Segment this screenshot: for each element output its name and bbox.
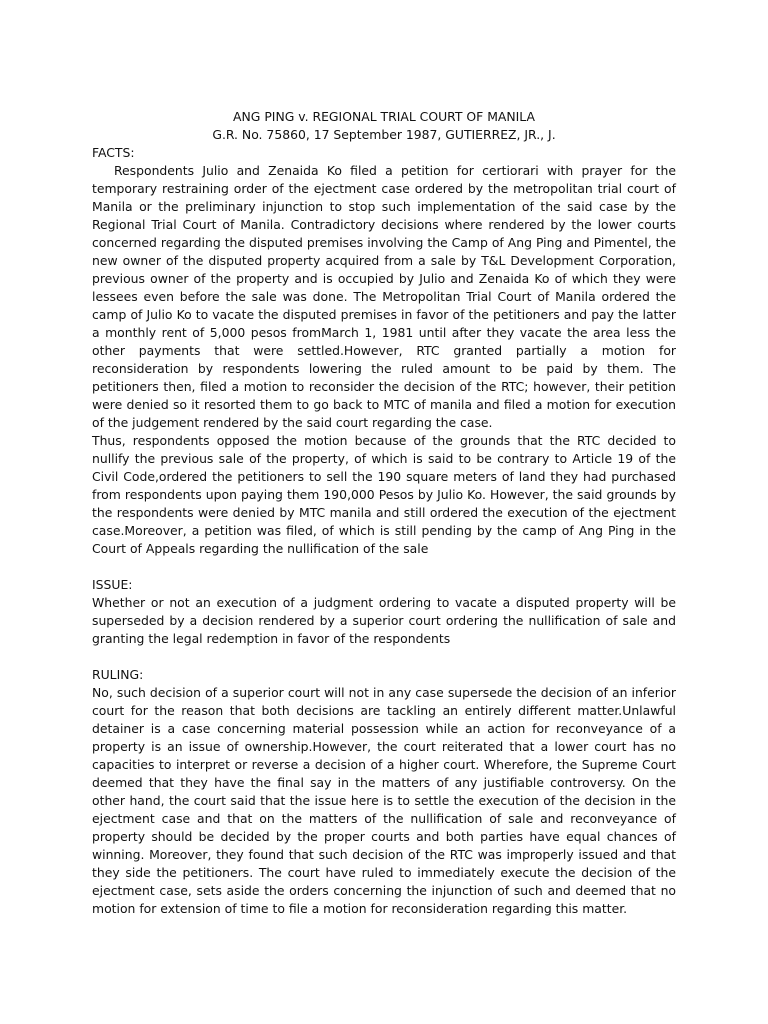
issue-heading: ISSUE: [92,577,133,592]
issue-paragraph: Whether or not an execution of a judgment ordering to vacate a disputed property will be superseded by a decision rendered by a superior court ordering the nullification of sale and granting the legal redemption in favor of the respondents [92,595,676,646]
facts-heading: FACTS: [92,145,135,160]
section-spacer [92,648,676,666]
ruling-heading: RULING: [92,667,144,682]
document-page [92,108,676,918]
ruling-paragraph: No, such decision of a superior court will not in any case supersede the decision of an inferior court for the reason that both decisions are tackling an entirely different matter.Unlawful detainer is a case concerning material possession while an action for reconveyance of a property is an issue of ownership.However, the court reiterated that a lower court has no capacities to interpret or reverse a decision of a higher court. Wherefore, the Supreme Court deemed that they have the final say in the matters of any justifiable controversy. On the other hand, the court said that the issue here is to settle the execution of the decision in the ejectment case and that on the matters of the nullification of sale and reconveyance of property should be decided by the proper courts and both parties have equal chances of winning. Moreover, they found that such decision of the RTC was improperly issued and that they side the petitioners. The court have ruled to immediately execute the decision of the ejectment case, sets aside the orders concerning the injunction of such and deemed that no motion for extension of time to file a motion for reconsideration regarding this matter. [92,685,676,916]
section-spacer [92,558,676,576]
case-citation: G.R. No. 75860, 17 September 1987, GUTIERREZ, JR., J. [212,127,556,142]
case-title: ANG PING v. REGIONAL TRIAL COURT OF MANILA [233,109,535,124]
facts-paragraph-1: Respondents Julio and Zenaida Ko filed a petition for certiorari with prayer for the temporary restraining order of the ejectment case ordered by the metropolitan trial court of Manila or the preliminary injunction to stop such implementation of the said case by the Regional Trial Court of Manila. Contradictory decisions where rendered by the lower courts concerned regarding the disputed premises involving the Camp of Ang Ping and Pimentel, the new owner of the disputed property acquired from a sale by T&L Development Corporation, previous owner of the property and is occupied by Julio and Zenaida Ko of which they were lessees even before the sale was done. The Metropolitan Trial Court of Manila ordered the camp of Julio Ko to vacate the disputed premises in favor of the petitioners and pay the latter a monthly rent of 5,000 pesos fromMarch 1, 1981 until after they vacate the area less the other payments that were settled.However, RTC granted partially a motion for reconsideration by respondents lowering the ruled amount to be paid by them. The petitioners then, filed a motion to reconsider the decision of the RTC; however, their petition were denied so it resorted them to go back to MTC of manila and filed a motion for execution of the judgement rendered by the said court regarding the case. [92,163,676,430]
facts-paragraph-2: Thus, respondents opposed the motion because of the grounds that the RTC decided to nullify the previous sale of the property, of which is said to be contrary to Article 19 of the Civil Code,ordered the petitioners to sell the 190 square meters of land they had purchased from respondents upon paying them 190,000 Pesos by Julio Ko. However, the said grounds by the respondents were denied by MTC manila and still ordered the execution of the ejectment case.Moreover, a petition was filed, of which is still pending by the camp of Ang Ping in the Court of Appeals regarding the nullification of the sale [92,433,676,556]
